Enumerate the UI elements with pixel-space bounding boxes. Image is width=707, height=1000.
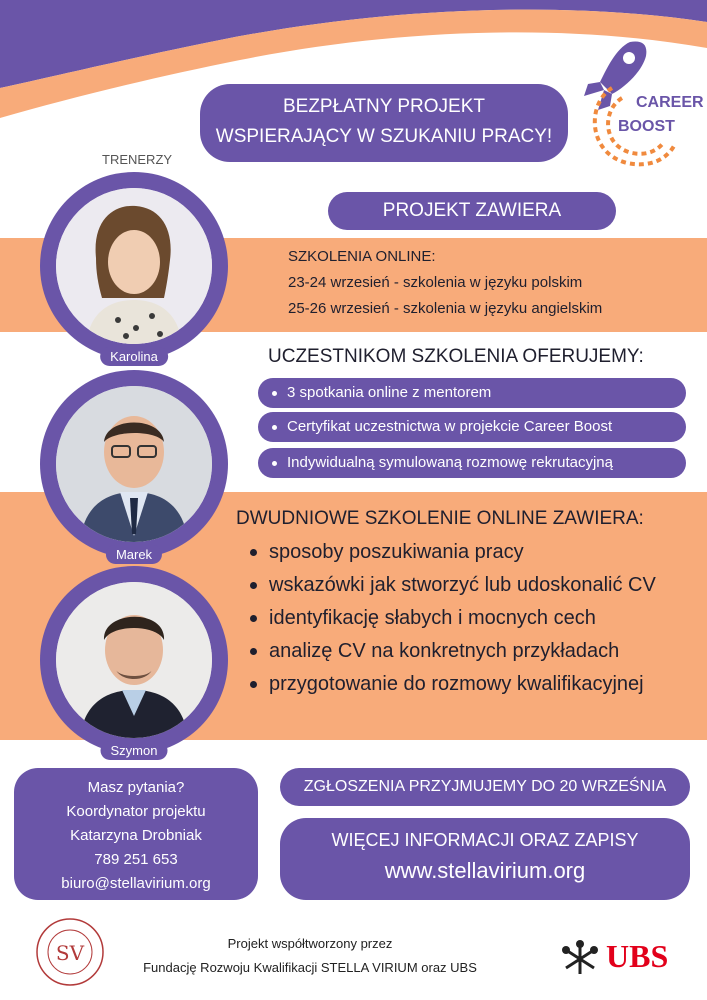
offer-item-text: Certyfikat uczestnictwa w projekcie Career Boost [287,418,613,435]
svg-text:SV: SV [55,941,85,965]
offer-item-text: 3 spotkania online z mentorem [287,384,492,401]
offer-item-text: Indywidualną symulowaną rozmowę rekrutacyjną [287,454,613,471]
trainers-heading: TRENERZY [102,152,173,167]
offer-item [258,448,686,478]
bullet-icon [272,461,277,466]
course-item-text: przygotowanie do rozmowy kwalifikacyjnej [269,673,644,695]
bullet-icon [250,648,257,655]
course-item-text: sposoby poszukiwania pracy [269,541,524,563]
photo-marek [56,386,212,542]
registration-deadline: ZGŁOSZENIA PRZYJMUJEMY DO 20 WRZEŚNIA [280,768,690,806]
training-date-1: 23-24 wrzesień - szkolenia w języku polskim [288,274,583,291]
project-heading-pill: PROJEKT ZAWIERA [328,192,616,230]
photo-szymon [56,582,212,738]
course-item-text: identyfikację słabych i mocnych cech [269,607,596,629]
bullet-icon [250,615,257,622]
bullet-icon [272,425,277,430]
stella-virium-seal-icon [34,916,106,988]
contact-line: Masz pytania? [87,779,185,796]
course-heading: DWUDNIOWE SZKOLENIE ONLINE ZAWIERA: [236,508,644,529]
website-link[interactable]: www.stellavirium.org [384,858,586,883]
ubs-keys-icon [560,938,600,978]
bullet-icon [250,582,257,589]
footer-line2: Fundację Rozwoju Kwalifikacji STELLA VIRIUM oraz UBS [143,960,477,975]
list-item [250,668,656,701]
logo-career: CAREER [636,94,704,111]
header-title-line2: WSPIERAJĄCY W SZUKANIU PRACY! [215,126,553,147]
contact-line: Koordynator projektu [66,803,206,820]
logo-boost: BOOST [618,118,675,135]
list-item [250,635,656,668]
course-item-text: analizę CV na konkretnych przykładach [269,640,620,662]
contact-box [14,768,258,900]
contact-name: Katarzyna Drobniak [70,827,202,844]
trainer-name-karolina: Karolina [100,347,168,366]
trainer-name-marek: Marek [106,545,162,564]
career-boost-logo [582,38,702,178]
photo-karolina [56,188,212,344]
training-date-2: 25-26 wrzesień - szkolenia w języku angielskim [288,300,603,317]
more-info-box[interactable] [280,818,690,900]
list-item [250,602,656,635]
bullet-icon [250,549,257,556]
trainer-name-szymon: Szymon [101,741,168,760]
header-title-pill [200,84,568,162]
course-list [250,536,656,701]
trainer-photo-marek [40,370,228,562]
list-item [250,536,656,569]
contact-phone[interactable]: 789 251 653 [94,851,178,868]
bullet-icon [250,681,257,688]
trainer-photo-szymon [40,566,228,758]
ubs-logo-text: UBS [606,938,669,974]
contact-email[interactable]: biuro@stellavirium.org [61,875,211,892]
training-title: SZKOLENIA ONLINE: [288,248,436,265]
course-item-text: wskazówki jak stworzyć lub udoskonalić CV [269,574,656,596]
bullet-icon [272,391,277,396]
more-info-text: WIĘCEJ INFORMACJI ORAZ ZAPISY [331,830,639,850]
footer-line1: Projekt współtworzony przez [227,936,393,951]
trainer-photo-karolina [40,172,228,364]
offer-heading: UCZESTNIKOM SZKOLENIA OFERUJEMY: [268,346,644,367]
header-title-line1: BEZPŁATNY PROJEKT [282,96,485,117]
offer-item [258,412,686,442]
offer-item [258,378,686,408]
list-item [250,569,656,602]
